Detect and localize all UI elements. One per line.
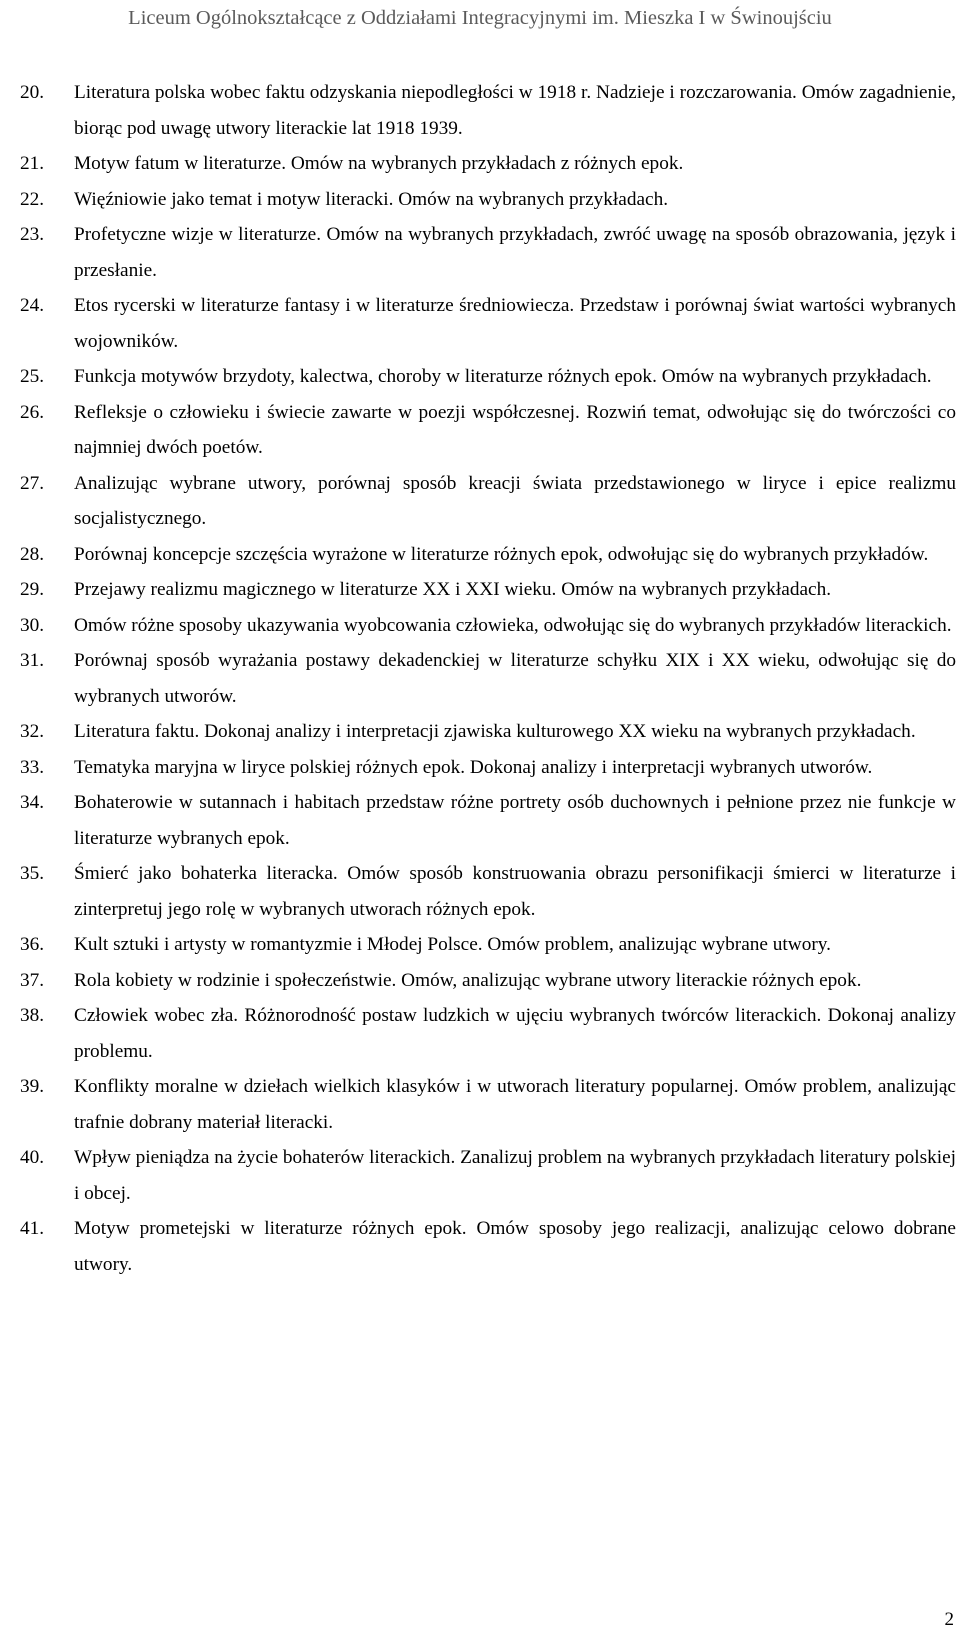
topic-number: 36. bbox=[20, 934, 45, 955]
topic-number: 32. bbox=[20, 721, 45, 742]
topic-list bbox=[20, 75, 956, 1282]
page-number: 2 bbox=[944, 1609, 954, 1630]
topic-item bbox=[20, 856, 956, 927]
topic-text: Refleksje o człowieku i świecie zawarte w poezji współczesnej. Rozwiń temat, odwołując się do twórczości co najmniej dwóch poetów. bbox=[74, 401, 956, 458]
topic-item bbox=[20, 359, 956, 395]
topic-item bbox=[20, 998, 956, 1069]
topic-item bbox=[20, 750, 956, 786]
topic-text: Więźniowie jako temat i motyw literacki. Omów na wybranych przykładach. bbox=[74, 188, 669, 210]
topic-text: Literatura faktu. Dokonaj analizy i interpretacji zjawiska kulturowego XX wieku na wybranych przykładach. bbox=[74, 721, 916, 742]
topic-number: 41. bbox=[20, 1218, 45, 1239]
topic-text: Analizując wybrane utwory, porównaj sposób kreacji świata przedstawionego w liryce i epice realizmu socjalistycznego. bbox=[74, 472, 956, 529]
topic-text: Kult sztuki i artysty w romantyzmie i Młodej Polsce. Omów problem, analizując wybrane utwory. bbox=[74, 934, 831, 955]
topic-number: 37. bbox=[20, 969, 45, 991]
topic-text: Porównaj sposób wyrażania postawy dekadenckiej w literaturze schyłku XIX i XX wieku, odwołując się do wybranych utworów. bbox=[74, 650, 956, 707]
topic-number: 25. bbox=[20, 366, 45, 387]
topic-item bbox=[20, 963, 956, 999]
topic-number: 27. bbox=[20, 472, 45, 494]
topic-text: Rola kobiety w rodzinie i społeczeństwie. Omów, analizując wybrane utwory literackie różnych epok. bbox=[74, 969, 862, 991]
topic-text: Etos rycerski w literaturze fantasy i w literaturze średniowiecza. Przedstaw i porównaj świat wartości wybranych wojowników. bbox=[74, 295, 956, 352]
topic-number: 34. bbox=[20, 792, 45, 813]
topic-text: Literatura polska wobec faktu odzyskania niepodległości w 1918 r. Nadzieje i rozczarowania. Omów zagadnienie, biorąc pod uwagę utwory literackie lat 1918 1939. bbox=[74, 82, 956, 139]
topic-item bbox=[20, 785, 956, 856]
topic-number: 29. bbox=[20, 579, 45, 600]
topic-item bbox=[20, 217, 956, 288]
topic-item bbox=[20, 572, 956, 608]
topic-text: Motyw fatum w literaturze. Omów na wybranych przykładach z różnych epok. bbox=[74, 153, 684, 174]
topic-text: Profetyczne wizje w literaturze. Omów na wybranych przykładach, zwróć uwagę na sposób obrazowania, język i przesłanie. bbox=[74, 224, 956, 281]
topic-item bbox=[20, 75, 956, 146]
topic-item bbox=[20, 182, 956, 218]
topic-item bbox=[20, 1211, 956, 1282]
topic-item bbox=[20, 714, 956, 750]
topic-item bbox=[20, 927, 956, 963]
topic-text: Śmierć jako bohaterka literacka. Omów sposób konstruowania obrazu personifikacji śmierci w literaturze i zinterpretuj jego rolę w wybranych utworach różnych epok. bbox=[74, 863, 956, 920]
topic-number: 28. bbox=[20, 543, 45, 565]
topic-text: Motyw prometejski w literaturze różnych epok. Omów sposoby jego realizacji, analizując celowo dobrane utwory. bbox=[74, 1218, 956, 1275]
topic-text: Wpływ pieniądza na życie bohaterów literackich. Zanalizuj problem na wybranych przykładach literatury polskiej i obcej. bbox=[74, 1147, 956, 1204]
topic-number: 39. bbox=[20, 1076, 45, 1097]
topic-item bbox=[20, 288, 956, 359]
topic-text: Porównaj koncepcje szczęścia wyrażone w literaturze różnych epok, odwołując się do wybranych przykładów. bbox=[74, 543, 929, 565]
topic-item bbox=[20, 466, 956, 537]
topic-item bbox=[20, 1069, 956, 1140]
topic-number: 33. bbox=[20, 756, 45, 778]
topic-number: 38. bbox=[20, 1005, 45, 1026]
topic-number: 22. bbox=[20, 188, 45, 210]
topic-item bbox=[20, 537, 956, 573]
topic-text: Funkcja motywów brzydoty, kalectwa, choroby w literaturze różnych epok. Omów na wybranych przykładach. bbox=[74, 366, 932, 387]
topic-number: 20. bbox=[20, 82, 45, 103]
topic-text: Bohaterowie w sutannach i habitach przedstaw różne portrety osób duchownych i pełnione przez nie funkcje w literaturze wybranych epok. bbox=[74, 792, 956, 849]
topic-number: 31. bbox=[20, 650, 45, 671]
topic-number: 24. bbox=[20, 295, 45, 316]
topic-number: 30. bbox=[20, 614, 45, 636]
topic-item bbox=[20, 608, 956, 644]
topic-item bbox=[20, 146, 956, 182]
topic-text: Człowiek wobec zła. Różnorodność postaw ludzkich w ujęciu wybranych twórców literackich. Dokonaj analizy problemu. bbox=[74, 1005, 956, 1062]
topic-item bbox=[20, 1140, 956, 1211]
topic-text: Przejawy realizmu magicznego w literaturze XX i XXI wieku. Omów na wybranych przykładach. bbox=[74, 579, 832, 600]
topic-item bbox=[20, 643, 956, 714]
page-header: Liceum Ogólnokształcące z Oddziałami Integracyjnymi im. Mieszka I w Świnoujściu bbox=[128, 7, 832, 29]
topic-text: Konflikty moralne w dziełach wielkich klasyków i w utworach literatury popularnej. Omów problem, analizując trafnie dobrany materiał literacki. bbox=[74, 1076, 956, 1133]
topic-text: Omów różne sposoby ukazywania wyobcowania człowieka, odwołując się do wybranych przykładów literackich. bbox=[74, 614, 952, 636]
topic-number: 40. bbox=[20, 1147, 45, 1168]
topic-number: 35. bbox=[20, 863, 45, 884]
topic-item bbox=[20, 395, 956, 466]
topic-number: 23. bbox=[20, 224, 45, 245]
topic-number: 26. bbox=[20, 401, 45, 423]
topic-number: 21. bbox=[20, 153, 45, 174]
topic-text: Tematyka maryjna w liryce polskiej różnych epok. Dokonaj analizy i interpretacji wybranych utworów. bbox=[74, 756, 873, 778]
